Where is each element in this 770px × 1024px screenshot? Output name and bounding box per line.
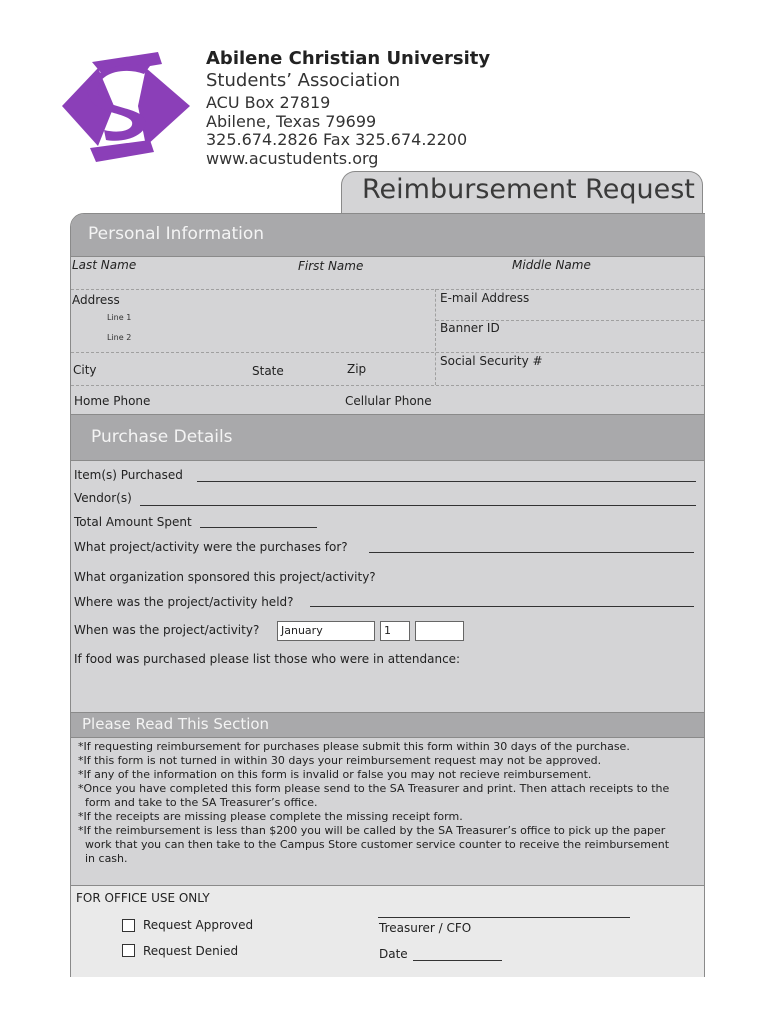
notice-line: in cash. [78,852,128,865]
request-approved-checkbox[interactable] [122,919,135,932]
office-use-title: FOR OFFICE USE ONLY [76,891,210,905]
request-denied-label: Request Denied [143,944,239,958]
phone-fax: 325.674.2826 Fax 325.674.2200 [206,130,468,149]
cell-phone-field[interactable]: Cellular Phone [345,394,432,408]
divider [71,289,704,290]
treasurer-label: Treasurer / CFO [379,921,472,935]
project-input[interactable] [369,552,694,553]
email-field[interactable]: E-mail Address [440,291,530,305]
notice-line: *Once you have completed this form please send to the SA Treasurer and print. Then attach receipts to the [78,782,670,795]
notice-title: Please Read This Section [82,715,270,733]
notice-line: form and take to the SA Treasurer’s office. [78,796,318,809]
total-amount-input[interactable] [200,527,317,528]
association-name: Students’ Association [206,70,401,91]
state-field[interactable]: State [252,364,284,378]
university-name: Abilene Christian University [206,48,491,69]
divider [71,352,704,353]
total-amount-label: Total Amount Spent [74,515,192,529]
vendors-label: Vendor(s) [74,491,132,505]
sa-logo-icon [62,48,190,166]
ssn-field[interactable]: Social Security # [440,354,543,368]
items-purchased-input[interactable] [197,481,696,482]
month-input[interactable]: January [277,621,375,641]
notice-line: *If requesting reimbursement for purchases please submit this form within 30 days of the purchase. [78,740,630,753]
address-line-1-field[interactable]: Line 1 [107,313,132,322]
request-approved-label: Request Approved [143,918,254,932]
city-field[interactable]: City [73,363,97,377]
items-purchased-label: Item(s) Purchased [74,468,183,482]
date-signed-line[interactable] [413,960,502,961]
address-field[interactable]: Address [72,293,120,307]
treasurer-signature-line[interactable] [378,917,630,918]
address-line-2: Abilene, Texas 79699 [206,112,377,131]
website-link[interactable]: www.acustudents.org [206,149,379,168]
zip-field[interactable]: Zip [347,362,367,376]
project-label: What project/activity were the purchases for? [74,540,348,554]
divider [435,289,436,385]
middle-name-field[interactable]: Middle Name [512,258,591,272]
last-name-field[interactable]: Last Name [72,258,137,272]
personal-info-title: Personal Information [88,224,265,244]
divider [71,385,704,386]
notice-line: *If the receipts are missing please complete the missing receipt form. [78,810,463,823]
notice-line: *If any of the information on this form is invalid or false you may not recieve reimbursement. [78,768,592,781]
vendors-input[interactable] [140,505,696,506]
address-line-1: ACU Box 27819 [206,93,331,112]
form-title: Reimbursement Request [362,174,695,205]
notice-line: work that you can then take to the Campus Store customer service counter to receive the reimbursement [78,838,670,851]
attendance-label: If food was purchased please list those who were in attendance: [74,652,461,666]
organization-label: What organization sponsored this project/activity? [74,570,376,584]
first-name-field[interactable]: First Name [298,259,364,273]
location-input[interactable] [310,606,694,607]
notice-line: *If this form is not turned in within 30 days your reimbursement request may not be approved. [78,754,602,767]
location-label: Where was the project/activity held? [74,595,294,609]
home-phone-field[interactable]: Home Phone [74,394,151,408]
date-signed-label: Date [379,947,408,961]
date-label: When was the project/activity? [74,623,260,637]
day-input[interactable]: 1 [380,621,410,641]
attendance-input[interactable] [74,672,700,708]
banner-id-field[interactable]: Banner ID [440,321,500,335]
year-input[interactable] [415,621,464,641]
purchase-details-title: Purchase Details [91,427,233,447]
notice-line: *If the reimbursement is less than $200 you will be called by the SA Treasurer’s office to pick up the paper [78,824,666,837]
request-denied-checkbox[interactable] [122,944,135,957]
address-line-2-field[interactable]: Line 2 [107,333,132,342]
